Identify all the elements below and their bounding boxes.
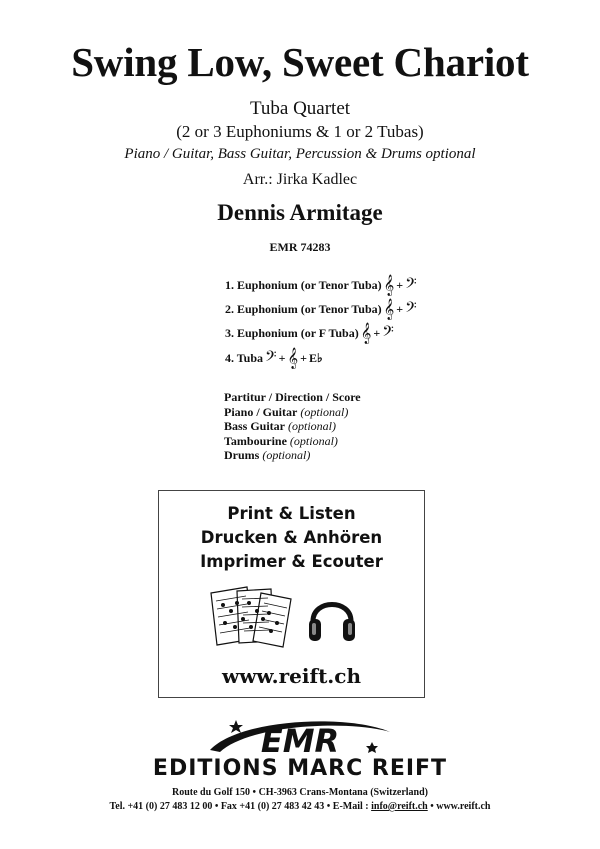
- bass-clef-icon: 𝄢: [405, 298, 417, 320]
- plus-sign: +: [396, 278, 404, 292]
- footer-address: Route du Golf 150 • CH-3963 Crans-Montana (Switzerland): [172, 787, 428, 798]
- arranger: Arr.: Jirka Kadlec: [242, 171, 358, 188]
- part-3: [225, 322, 394, 344]
- catalog-number: EMR 74283: [269, 240, 331, 254]
- part-label: 1. Euphonium (or Tenor Tuba): [225, 278, 382, 292]
- plus-sign: +: [278, 351, 286, 365]
- treble-clef-icon: 𝄞: [383, 298, 395, 320]
- email-link[interactable]: info@reift.ch: [371, 801, 428, 812]
- emr-logo-icon: [200, 714, 400, 760]
- plus-sign: +: [300, 351, 307, 365]
- extras-list: [224, 390, 361, 463]
- promo-line-en: Print & Listen: [227, 504, 356, 523]
- part-label: 4. Tuba: [225, 351, 264, 365]
- promo-line-de: Drucken & Anhören: [200, 528, 383, 547]
- optional-instruments: Piano / Guitar, Bass Guitar, Percussion & Drums optional: [124, 146, 476, 162]
- footer-contact: Tel. +41 (0) 27 483 12 00 • Fax +41 (0) 27 483 42 43 • E-Mail : info@reift.ch • www.reift.ch: [109, 801, 491, 812]
- treble-clef-icon: 𝄞: [287, 347, 299, 369]
- part-4: [225, 347, 323, 369]
- bass-clef-icon: 𝄢: [265, 347, 277, 369]
- brand-name: EDITIONS MARC REIFT: [152, 756, 448, 781]
- part-1: [225, 274, 417, 296]
- extra-item: Tambourine (optional): [224, 433, 338, 448]
- promo-line-fr: Imprimer & Ecouter: [200, 552, 383, 571]
- bass-clef-icon: 𝄢: [382, 322, 394, 344]
- plus-sign: +: [396, 302, 404, 316]
- part-label: 2. Euphonium (or Tenor Tuba): [225, 302, 382, 316]
- extra-item: Bass Guitar (optional): [224, 419, 337, 433]
- composer: Dennis Armitage: [217, 200, 383, 225]
- plus-sign: +: [373, 326, 381, 340]
- instrumentation: (2 or 3 Euphoniums & 1 or 2 Tubas): [176, 122, 424, 141]
- treble-clef-icon: 𝄞: [383, 274, 395, 296]
- website-url: www.reift.ch: [222, 664, 361, 688]
- extra-item: Piano / Guitar (optional): [224, 404, 349, 419]
- subtitle: Tuba Quartet: [249, 98, 351, 119]
- bass-clef-icon: 𝄢: [405, 274, 417, 296]
- part-label: 3. Euphonium (or F Tuba): [225, 326, 359, 340]
- extra-item: Partitur / Direction / Score: [224, 390, 361, 404]
- extra-item: Drums (optional): [224, 448, 311, 462]
- print-listen-box: [158, 490, 425, 698]
- headphones-icon: [307, 587, 357, 647]
- logo-mark: EMR: [260, 722, 340, 760]
- treble-clef-icon: 𝄞: [360, 322, 372, 344]
- page-title: Swing Low, Sweet Chariot: [71, 39, 529, 85]
- part-2: [225, 298, 417, 320]
- eb-key-label: E♭: [308, 351, 323, 365]
- sheet-music-icon: [207, 583, 297, 649]
